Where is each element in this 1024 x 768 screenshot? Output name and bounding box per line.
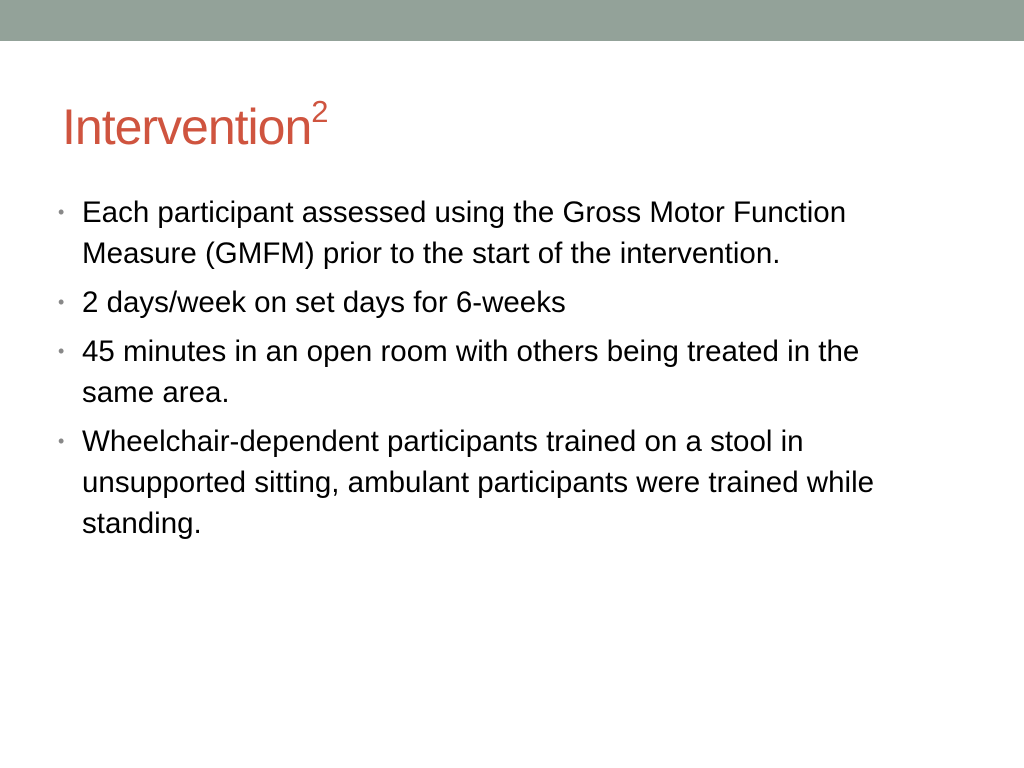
- bullet-item: [58, 421, 938, 544]
- bullet-text: Each participant assessed using the Gross Motor Function Measure (GMFM) prior to the start of the intervention.: [82, 196, 847, 270]
- title-superscript: 2: [311, 94, 329, 130]
- bullet-list: [58, 192, 938, 552]
- bullet-marker-icon: •: [58, 202, 65, 222]
- top-color-band: [0, 0, 1024, 41]
- slide-title: [62, 94, 329, 157]
- bullet-item: [58, 282, 938, 323]
- bullet-text: 2 days/week on set days for 6-weeks: [82, 286, 566, 319]
- bullet-text: Wheelchair-dependent participants trained on a stool in unsupported sitting, ambulant participants were trained while standing.: [82, 425, 875, 540]
- bullet-marker-icon: •: [58, 292, 65, 312]
- bullet-text: 45 minutes in an open room with others being treated in the same area.: [82, 335, 860, 409]
- slide-title-text: Intervention: [62, 99, 312, 155]
- bullet-item: [58, 331, 938, 413]
- bullet-marker-icon: •: [58, 341, 65, 361]
- bullet-item: [58, 192, 938, 274]
- bullet-marker-icon: •: [58, 431, 65, 451]
